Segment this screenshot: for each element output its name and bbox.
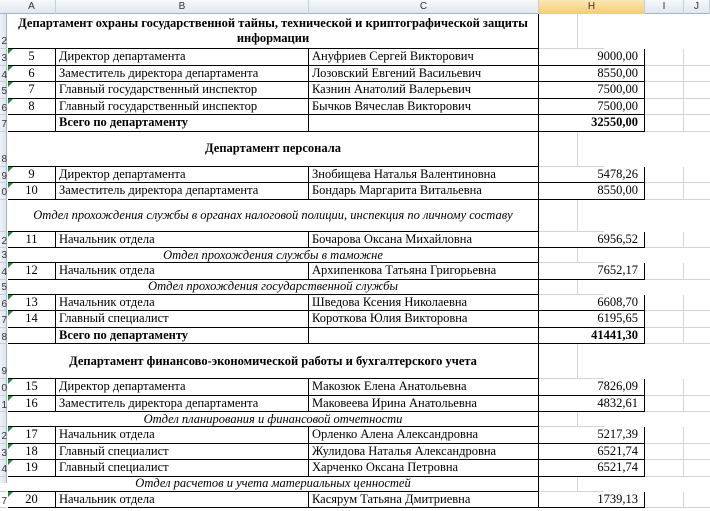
column-header-c[interactable]: C bbox=[309, 0, 539, 14]
row-header[interactable]: 5 bbox=[0, 280, 7, 295]
amount-cell[interactable]: 7826,09 bbox=[539, 379, 645, 396]
name-cell[interactable]: Бондарь Маргарита Витальевна bbox=[309, 183, 539, 200]
position-cell[interactable]: Главный государственный инспектор bbox=[56, 99, 309, 116]
cell-i[interactable] bbox=[645, 167, 684, 184]
cell-j[interactable] bbox=[684, 263, 710, 280]
row-header[interactable] bbox=[0, 412, 7, 427]
position-cell[interactable]: Начальник отдела bbox=[56, 427, 309, 444]
table-row[interactable] bbox=[8, 49, 710, 66]
row-header[interactable]: 4 bbox=[0, 66, 7, 83]
cell-i[interactable] bbox=[645, 460, 684, 477]
cell-j[interactable] bbox=[684, 396, 710, 413]
cell-j[interactable] bbox=[684, 167, 710, 184]
total-amount[interactable]: 41441,30 bbox=[539, 328, 645, 345]
cell-j[interactable] bbox=[578, 412, 604, 427]
position-cell[interactable]: Заместитель директора департамента bbox=[56, 66, 309, 83]
cell-i[interactable] bbox=[645, 444, 684, 461]
row-header[interactable] bbox=[0, 200, 7, 232]
row-header[interactable]: 2 bbox=[0, 427, 7, 444]
cell-i[interactable] bbox=[539, 132, 578, 167]
row-header[interactable]: 6 bbox=[0, 99, 7, 116]
table-row[interactable] bbox=[8, 99, 710, 116]
cell-j[interactable] bbox=[684, 379, 710, 396]
row-header[interactable]: 7 bbox=[0, 115, 7, 132]
row-header[interactable]: 3 bbox=[0, 444, 7, 461]
cell-i[interactable] bbox=[645, 263, 684, 280]
cell-i[interactable] bbox=[645, 379, 684, 396]
header-row[interactable] bbox=[8, 344, 604, 379]
department-title[interactable]: Департамент финансово-экономической работы и бухгалтерского учета bbox=[8, 344, 539, 379]
cell-j[interactable] bbox=[684, 328, 710, 345]
amount-cell[interactable]: 7500,00 bbox=[539, 82, 645, 99]
cell-j[interactable] bbox=[578, 344, 604, 379]
cell-j[interactable] bbox=[684, 115, 710, 132]
row-header[interactable]: 9 bbox=[0, 344, 7, 379]
row-number-cell[interactable]: 15 bbox=[8, 379, 56, 396]
cell-i[interactable] bbox=[645, 396, 684, 413]
row-number-cell[interactable]: 11 bbox=[8, 232, 56, 249]
amount-cell[interactable]: 7500,00 bbox=[539, 99, 645, 116]
row-header[interactable]: 5 bbox=[0, 82, 7, 99]
name-cell[interactable]: Короткова Юлия Викторовна bbox=[309, 311, 539, 328]
section-title[interactable]: Отдел прохождения государственной службы bbox=[8, 280, 539, 295]
position-cell[interactable]: Начальник отдела bbox=[56, 295, 309, 312]
section-row[interactable] bbox=[8, 477, 604, 492]
column-header-i[interactable]: I bbox=[645, 0, 684, 14]
section-row[interactable] bbox=[8, 280, 604, 295]
row-header[interactable]: 0 bbox=[0, 183, 7, 200]
cell-i[interactable] bbox=[539, 344, 578, 379]
cell-j[interactable] bbox=[684, 99, 710, 116]
department-title[interactable]: Департамент охраны государственной тайны, технической и криптографической защиты информации bbox=[8, 14, 539, 49]
table-row[interactable] bbox=[8, 311, 710, 328]
amount-cell[interactable]: 6521,74 bbox=[539, 460, 645, 477]
amount-cell[interactable]: 6521,74 bbox=[539, 444, 645, 461]
table-row[interactable] bbox=[8, 460, 710, 477]
name-cell[interactable]: Жулидова Наталья Александровна bbox=[309, 444, 539, 461]
cell-i[interactable] bbox=[645, 49, 684, 66]
row-number-cell[interactable]: 8 bbox=[8, 99, 56, 116]
cell-i[interactable] bbox=[645, 328, 684, 345]
row-header[interactable]: 4 bbox=[0, 263, 7, 280]
row-header[interactable]: 8 bbox=[0, 328, 7, 345]
name-cell[interactable]: Маковеева Ирина Анатольевна bbox=[309, 396, 539, 413]
row-number-cell[interactable]: 14 bbox=[8, 311, 56, 328]
table-row[interactable] bbox=[8, 444, 710, 461]
amount-cell[interactable]: 6195,65 bbox=[539, 311, 645, 328]
amount-cell[interactable]: 4832,61 bbox=[539, 396, 645, 413]
table-row[interactable] bbox=[8, 263, 710, 280]
row-number-cell[interactable]: 19 bbox=[8, 460, 56, 477]
table-row[interactable] bbox=[8, 232, 710, 249]
section-row[interactable] bbox=[8, 248, 604, 263]
name-cell[interactable]: Казнин Анатолий Валерьевич bbox=[309, 82, 539, 99]
section-row[interactable] bbox=[8, 412, 604, 427]
row-header[interactable]: 4 bbox=[0, 460, 7, 477]
row-header[interactable]: 3 bbox=[0, 248, 7, 263]
row-number-cell[interactable]: 7 bbox=[8, 82, 56, 99]
row-number-cell[interactable]: 6 bbox=[8, 66, 56, 83]
cell-j[interactable] bbox=[578, 14, 604, 49]
row-header-bar[interactable] bbox=[0, 14, 7, 507]
cell-a[interactable] bbox=[8, 328, 56, 345]
amount-cell[interactable]: 5217,39 bbox=[539, 427, 645, 444]
name-cell[interactable]: Бычков Вячеслав Викторович bbox=[309, 99, 539, 116]
row-number-cell[interactable]: 13 bbox=[8, 295, 56, 312]
cell-i[interactable] bbox=[645, 311, 684, 328]
table-row[interactable] bbox=[8, 66, 710, 83]
cell-i[interactable] bbox=[645, 66, 684, 83]
header-row[interactable] bbox=[8, 14, 604, 49]
cell-i[interactable] bbox=[645, 99, 684, 116]
section-title[interactable]: Отдел прохождения службы в органах налоговой полиции, инспекция по личному составу bbox=[8, 200, 539, 232]
department-title[interactable]: Департамент персонала bbox=[8, 132, 539, 167]
cell-c[interactable] bbox=[309, 328, 539, 345]
row-number-cell[interactable]: 10 bbox=[8, 183, 56, 200]
position-cell[interactable]: Главный государственный инспектор bbox=[56, 82, 309, 99]
cell-i[interactable] bbox=[539, 477, 578, 492]
cell-j[interactable] bbox=[684, 444, 710, 461]
name-cell[interactable]: Харченко Оксана Петровна bbox=[309, 460, 539, 477]
position-cell[interactable]: Директор департамента bbox=[56, 379, 309, 396]
row-header[interactable]: 8 bbox=[0, 132, 7, 167]
total-label[interactable]: Всего по департаменту bbox=[56, 328, 309, 345]
amount-cell[interactable]: 9000,00 bbox=[539, 49, 645, 66]
cell-j[interactable] bbox=[578, 132, 604, 167]
cell-j[interactable] bbox=[578, 200, 604, 232]
row-header[interactable] bbox=[0, 477, 7, 492]
column-header-b[interactable]: B bbox=[56, 0, 309, 14]
position-cell[interactable]: Заместитель директора департамента bbox=[56, 183, 309, 200]
cell-j[interactable] bbox=[684, 492, 710, 509]
row-header[interactable]: 2 bbox=[0, 232, 7, 249]
cell-i[interactable] bbox=[645, 232, 684, 249]
amount-cell[interactable]: 8550,00 bbox=[539, 66, 645, 83]
position-cell[interactable]: Начальник отдела bbox=[56, 263, 309, 280]
section-title[interactable]: Отдел расчетов и учета материальных ценностей bbox=[8, 477, 539, 492]
cell-i[interactable] bbox=[645, 82, 684, 99]
name-cell[interactable]: Лозовский Евгений Васильевич bbox=[309, 66, 539, 83]
cell-c[interactable] bbox=[309, 115, 539, 132]
cell-j[interactable] bbox=[684, 232, 710, 249]
row-header[interactable]: 1 bbox=[0, 396, 7, 413]
cell-j[interactable] bbox=[684, 460, 710, 477]
amount-cell[interactable]: 5478,26 bbox=[539, 167, 645, 184]
table-row[interactable] bbox=[8, 492, 710, 509]
cell-i[interactable] bbox=[645, 492, 684, 509]
position-cell[interactable]: Начальник отдела bbox=[56, 232, 309, 249]
row-header[interactable]: 6 bbox=[0, 295, 7, 312]
position-cell[interactable]: Директор департамента bbox=[56, 49, 309, 66]
cell-j[interactable] bbox=[684, 49, 710, 66]
table-row[interactable] bbox=[8, 427, 710, 444]
name-cell[interactable]: Бочарова Оксана Михайловна bbox=[309, 232, 539, 249]
cell-j[interactable] bbox=[684, 311, 710, 328]
row-number-cell[interactable]: 9 bbox=[8, 167, 56, 184]
position-cell[interactable]: Главный специалист bbox=[56, 444, 309, 461]
column-header-a[interactable]: A bbox=[8, 0, 56, 14]
row-header[interactable]: 0 bbox=[0, 379, 7, 396]
row-number-cell[interactable]: 18 bbox=[8, 444, 56, 461]
row-header[interactable]: 7 bbox=[0, 311, 7, 328]
section-row[interactable] bbox=[8, 200, 604, 232]
total-amount[interactable]: 32550,00 bbox=[539, 115, 645, 132]
table-row[interactable] bbox=[8, 82, 710, 99]
cell-a[interactable] bbox=[8, 115, 56, 132]
table-row[interactable] bbox=[8, 379, 710, 396]
position-cell[interactable]: Главный специалист bbox=[56, 311, 309, 328]
amount-cell[interactable]: 6608,70 bbox=[539, 295, 645, 312]
cell-i[interactable] bbox=[539, 200, 578, 232]
cell-j[interactable] bbox=[684, 183, 710, 200]
section-title[interactable]: Отдел прохождения службы в таможне bbox=[8, 248, 539, 263]
amount-cell[interactable]: 7652,17 bbox=[539, 263, 645, 280]
cell-i[interactable] bbox=[539, 248, 578, 263]
name-cell[interactable]: Ануфриев Сергей Викторович bbox=[309, 49, 539, 66]
cell-i[interactable] bbox=[539, 280, 578, 295]
row-number-cell[interactable]: 17 bbox=[8, 427, 56, 444]
total-label[interactable]: Всего по департаменту bbox=[56, 115, 309, 132]
name-cell[interactable]: Архипенкова Татьяна Григорьевна bbox=[309, 263, 539, 280]
section-title[interactable]: Отдел планирования и финансовой отчетности bbox=[8, 412, 539, 427]
name-cell[interactable]: Знобищева Наталья Валентиновна bbox=[309, 167, 539, 184]
position-cell[interactable]: Заместитель директора департамента bbox=[56, 396, 309, 413]
row-number-cell[interactable]: 12 bbox=[8, 263, 56, 280]
amount-cell[interactable]: 8550,00 bbox=[539, 183, 645, 200]
cell-i[interactable] bbox=[645, 427, 684, 444]
table-row[interactable] bbox=[8, 183, 710, 200]
row-number-cell[interactable]: 20 bbox=[8, 492, 56, 509]
cell-j[interactable] bbox=[684, 82, 710, 99]
column-header-bar[interactable] bbox=[0, 0, 710, 14]
cell-i[interactable] bbox=[645, 115, 684, 132]
cell-j[interactable] bbox=[684, 66, 710, 83]
cell-j[interactable] bbox=[684, 427, 710, 444]
position-cell[interactable]: Начальник отдела bbox=[56, 492, 309, 509]
column-header-h[interactable]: H bbox=[539, 0, 645, 14]
table-row[interactable] bbox=[8, 167, 710, 184]
cell-j[interactable] bbox=[578, 477, 604, 492]
name-cell[interactable]: Макозюк Елена Анатольевна bbox=[309, 379, 539, 396]
cell-i[interactable] bbox=[645, 183, 684, 200]
position-cell[interactable]: Директор департамента bbox=[56, 167, 309, 184]
cell-i[interactable] bbox=[645, 295, 684, 312]
row-header[interactable]: 2 bbox=[0, 14, 7, 49]
column-header-j[interactable]: J bbox=[684, 0, 710, 14]
total-row[interactable] bbox=[8, 328, 710, 345]
header-row[interactable] bbox=[8, 132, 604, 167]
position-cell[interactable]: Главный специалист bbox=[56, 460, 309, 477]
row-number-cell[interactable]: 16 bbox=[8, 396, 56, 413]
name-cell[interactable]: Касярум Татьяна Дмитриевна bbox=[309, 492, 539, 509]
amount-cell[interactable]: 1739,13 bbox=[539, 492, 645, 509]
total-row[interactable] bbox=[8, 115, 710, 132]
row-number-cell[interactable]: 5 bbox=[8, 49, 56, 66]
name-cell[interactable]: Орленко Алена Александровна bbox=[309, 427, 539, 444]
row-header[interactable]: 9 bbox=[0, 167, 7, 184]
cell-j[interactable] bbox=[578, 280, 604, 295]
cell-i[interactable] bbox=[539, 412, 578, 427]
row-header[interactable]: 7 bbox=[0, 492, 7, 509]
cell-i[interactable] bbox=[539, 14, 578, 49]
name-cell[interactable]: Шведова Ксения Николаевна bbox=[309, 295, 539, 312]
cell-j[interactable] bbox=[684, 295, 710, 312]
row-header[interactable]: 3 bbox=[0, 49, 7, 66]
table-row[interactable] bbox=[8, 295, 710, 312]
table-row[interactable] bbox=[8, 396, 710, 413]
cell-j[interactable] bbox=[578, 248, 604, 263]
amount-cell[interactable]: 6956,52 bbox=[539, 232, 645, 249]
